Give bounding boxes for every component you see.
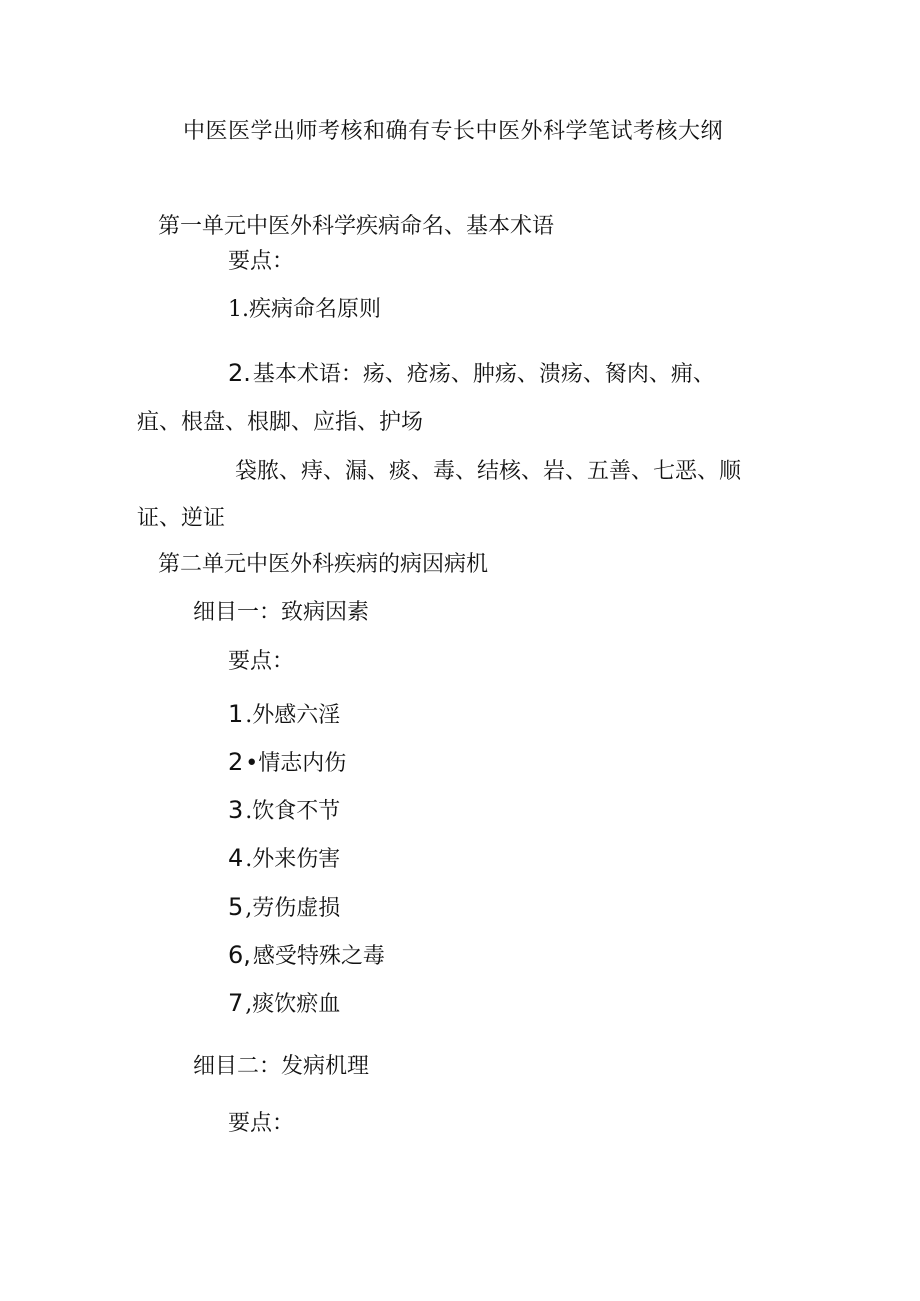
list-item-number: 1 [228,700,244,728]
unit1-item-2-number: 2. [228,359,251,387]
subsection1-key-points-label: 要点： [228,649,295,674]
unit1-key-points-label: 要点： [228,249,295,274]
list-item-text: 感受特殊之毒 [252,944,385,969]
list-item [228,747,346,779]
list-item [228,843,340,875]
unit1-heading: 第一单元中医外科学疾病命名、基本术语 [158,214,555,239]
list-item-text: ,劳伤虚损 [245,896,341,921]
list-item-text: .饮食不节 [245,799,341,824]
list-item-text: ,痰饮瘀血 [245,992,341,1017]
list-item-number: 3 [228,796,244,824]
list-item [228,892,340,924]
list-item [228,988,340,1020]
list-item [228,940,385,972]
unit1-item-1: 1.疾病命名原则 [228,297,381,322]
list-item-number: 4 [228,844,244,872]
unit1-item-2-text: 基本术语：疡、疮疡、肿疡、溃疡、胬肉、痈、 [252,362,715,387]
unit1-item-2 [228,358,715,390]
unit1-item-3-continuation: 证、逆证 [137,506,226,531]
list-item [228,795,340,827]
list-item-text: .外感六淫 [245,703,341,728]
unit2-heading: 第二单元中医外科疾病的病因病机 [158,552,489,577]
list-item-number: 2 [228,748,244,776]
list-item-text: •情志内伤 [245,751,347,776]
subsection2-heading: 细目二：发病机理 [193,1054,370,1079]
subsection2-key-points-label: 要点： [228,1111,295,1136]
list-item-text: .外来伤害 [245,847,341,872]
unit1-item-2-continuation: 疽、根盘、根脚、应指、护场 [137,410,424,435]
list-item-number: 5 [228,893,244,921]
list-item-number: 7 [228,989,244,1017]
list-item [228,699,340,731]
subsection1-heading: 细目一：致病因素 [193,600,370,625]
document-title: 中医医学出师考核和确有专长中医外科学笔试考核大纲 [183,119,724,144]
list-item-number: 6, [228,941,251,969]
unit1-item-3: 袋脓、痔、漏、痰、毒、结核、岩、五善、七恶、顺 [235,459,742,484]
